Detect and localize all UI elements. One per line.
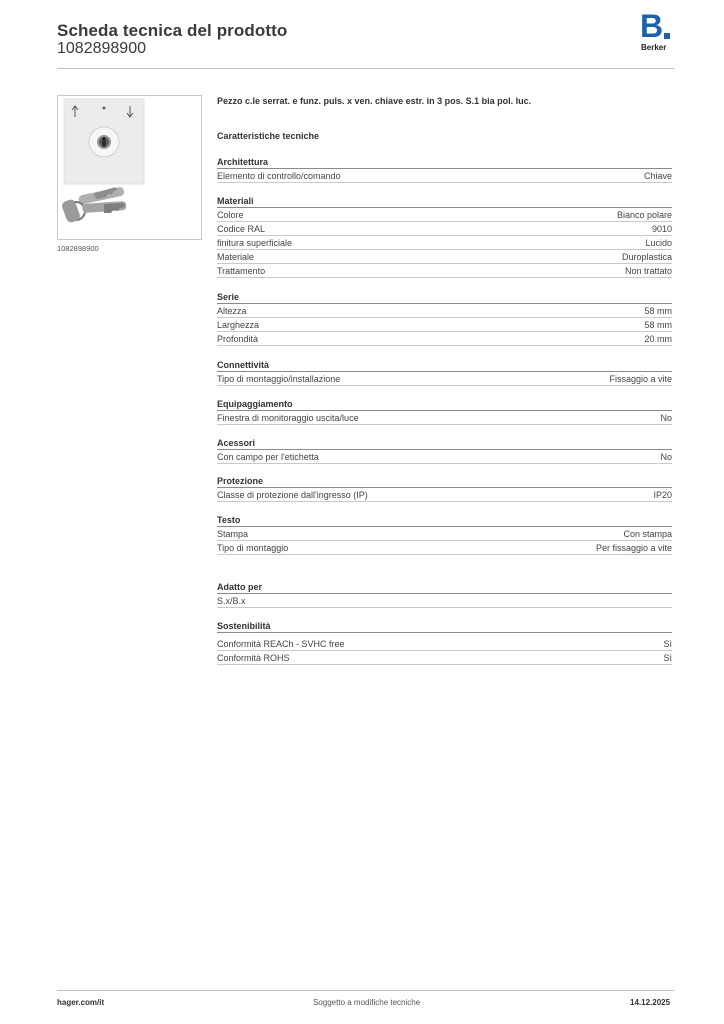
spec-value: 9010 [651, 224, 672, 234]
group-title-sostenibilita: Sostenibilità [217, 619, 672, 633]
spec-row [217, 250, 672, 264]
spec-row [217, 236, 672, 250]
spec-row [217, 594, 672, 608]
specs-heading: Caratteristiche tecniche [217, 131, 320, 141]
spec-label: Tipo di montaggio/installazione [217, 374, 341, 384]
group-title-serie: Serie [217, 290, 672, 304]
spec-value: 58 mm [644, 320, 672, 330]
logo-text: Berker [641, 43, 667, 52]
spec-value: Fissaggio a vite [609, 374, 672, 384]
product-image [57, 95, 202, 240]
spec-value: Con stampa [623, 529, 672, 539]
spec-row [217, 222, 672, 236]
spec-value: Non trattato [624, 266, 672, 276]
group-title-protezione: Protezione [217, 474, 672, 488]
spec-value: No [660, 452, 672, 462]
spec-row [217, 304, 672, 318]
spec-value: Duroplastica [621, 252, 672, 262]
spec-label: Stampa [217, 529, 249, 539]
spec-label: Altezza [217, 306, 247, 316]
group-title-testo: Testo [217, 513, 672, 527]
spec-value: 20 mm [644, 334, 672, 344]
group-title-materiali: Materiali [217, 194, 672, 208]
spec-label: Profondità [217, 334, 259, 344]
spec-value: Per fissaggio a vite [595, 543, 672, 553]
spec-label: Conformità REACh - SVHC free [217, 639, 345, 649]
group-title-acessori: Acessori [217, 436, 672, 450]
product-code: 1082898900 [57, 40, 146, 57]
spec-label: Tipo di montaggio [217, 543, 289, 553]
spec-row [217, 372, 672, 386]
logo-letter: B [640, 8, 664, 44]
footer-note: Soggetto a modifiche tecniche [313, 998, 421, 1007]
spec-row [217, 637, 672, 651]
spec-value: Chiave [643, 171, 672, 181]
spec-label: Con campo per l'etichetta [217, 452, 319, 462]
spec-value: Sì [663, 639, 672, 649]
spec-label: Classe di protezione dall'ingresso (IP) [217, 490, 368, 500]
key-switch-icon [58, 96, 201, 239]
berker-logo [640, 8, 674, 56]
group-title-connettivita: Connettività [217, 358, 672, 372]
spec-label: Colore [217, 210, 244, 220]
spec-label: Elemento di controllo/comando [217, 171, 341, 181]
product-description: Pezzo c.le serrat. e funz. puls. x ven. chiave estr. in 3 pos. S.1 bia pol. luc. [217, 96, 532, 106]
logo-dot [664, 33, 670, 39]
footer-website-link[interactable]: hager.com/it [57, 998, 105, 1007]
spec-label: S.x/B.x [217, 596, 246, 606]
spec-value: Sì [663, 653, 672, 663]
spec-label: Finestra di monitoraggio uscita/luce [217, 413, 359, 423]
spec-row [217, 651, 672, 665]
spec-row [217, 450, 672, 464]
spec-label: Larghezza [217, 320, 260, 330]
spec-row [217, 527, 672, 541]
group-title-equipaggiamento: Equipaggiamento [217, 397, 672, 411]
spec-row [217, 264, 672, 278]
spec-row [217, 488, 672, 502]
spec-label: Conformità ROHS [217, 653, 290, 663]
spec-row [217, 332, 672, 346]
footer-divider [57, 990, 674, 991]
spec-label: finitura superficiale [217, 238, 293, 248]
spec-label: Codice RAL [217, 224, 266, 234]
spec-value: Bianco polare [616, 210, 672, 220]
spec-value: 58 mm [644, 306, 672, 316]
spec-label: Materiale [217, 252, 255, 262]
spec-row [217, 318, 672, 332]
spec-row [217, 541, 672, 555]
group-title-adatto-per: Adatto per [217, 580, 672, 594]
header-divider [57, 68, 674, 69]
footer-date: 14.12.2025 [630, 998, 671, 1007]
spec-value: No [660, 413, 672, 423]
spec-row [217, 208, 672, 222]
spec-label: Trattamento [217, 266, 266, 276]
spec-value: IP20 [653, 490, 672, 500]
page-title: Scheda tecnica del prodotto [57, 21, 288, 40]
image-caption: 1082898900 [57, 244, 99, 253]
spec-value: Lucido [645, 238, 672, 248]
spec-row [217, 169, 672, 183]
group-title-architettura: Architettura [217, 155, 672, 169]
spec-row [217, 411, 672, 425]
